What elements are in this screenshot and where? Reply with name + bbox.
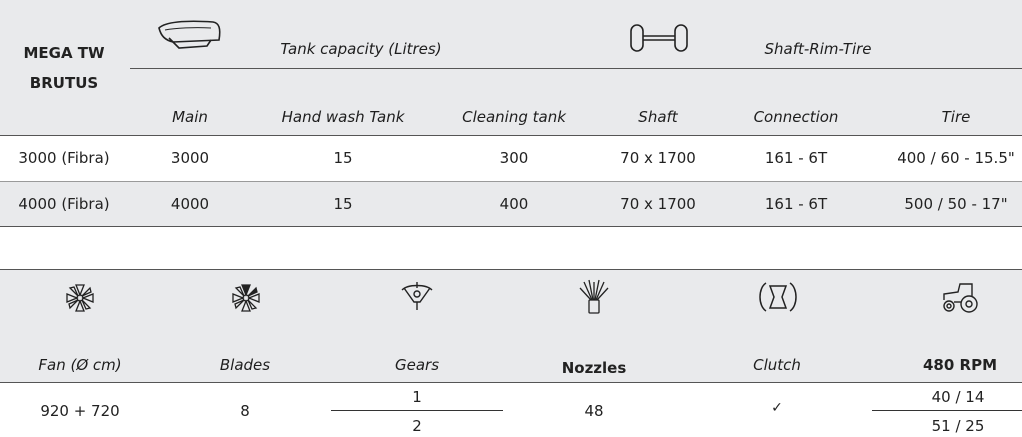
cell-main: 3000 [170, 149, 210, 167]
col-header-clutch: Clutch [753, 356, 801, 374]
cell-rpm-top: 40 / 14 [931, 388, 985, 406]
nozzles-icon [578, 278, 610, 316]
col-header-tire: Tire [941, 108, 971, 126]
tank-icon [155, 18, 225, 52]
cell-blades: 8 [240, 402, 250, 420]
rpm-fraction-line [872, 410, 1022, 411]
cell-gears-top: 1 [412, 388, 422, 406]
col-header-rpm: 480 RPM [922, 356, 998, 374]
cell-cleaning: 400 [499, 195, 529, 213]
cell-hand-wash: 15 [333, 149, 353, 167]
cell-fan: 920 + 720 [40, 402, 120, 420]
gears-fraction-line [331, 410, 503, 411]
clutch-icon [756, 280, 800, 314]
cell-rpm-bottom: 51 / 25 [931, 417, 985, 435]
table-title-line1: MEGA TW [23, 44, 105, 62]
col-header-hand-wash-tank: Hand wash Tank [281, 108, 405, 126]
col-header-cleaning-tank: Cleaning tank [462, 108, 566, 126]
cell-model: 4000 (Fibra) [18, 195, 110, 213]
cell-cleaning: 300 [499, 149, 529, 167]
cell-tire: 400 / 60 - 15.5" [897, 149, 1015, 167]
cell-model: 3000 (Fibra) [18, 149, 110, 167]
cell-shaft: 70 x 1700 [620, 149, 696, 167]
col-header-blades: Blades [219, 356, 271, 374]
col-header-nozzles: Nozzles [561, 359, 627, 377]
bottom-header-rule [0, 382, 1022, 383]
cell-shaft: 70 x 1700 [620, 195, 696, 213]
cell-nozzles: 48 [584, 402, 604, 420]
cell-gears-bottom: 2 [412, 417, 422, 435]
cell-connection: 161 - 6T [764, 149, 828, 167]
col-header-gears: Gears [394, 356, 440, 374]
group-divider [130, 68, 1022, 69]
header-bottom-rule [0, 135, 1022, 136]
cell-clutch-check: ✓ [771, 400, 783, 416]
fan-icon [64, 282, 96, 314]
tractor-icon [940, 280, 980, 314]
cell-connection: 161 - 6T [764, 195, 828, 213]
table-bottom-rule [0, 226, 1022, 227]
gears-icon [398, 280, 436, 314]
cell-hand-wash: 15 [333, 195, 353, 213]
shaft-rim-tire-group-label: Shaft-Rim-Tire [764, 40, 872, 58]
tank-capacity-group-label: Tank capacity (Litres) [280, 40, 442, 58]
axle-icon [628, 22, 690, 54]
bottom-header-band [0, 270, 1022, 382]
cell-tire: 500 / 50 - 17" [904, 195, 1008, 213]
col-header-connection: Connection [753, 108, 839, 126]
blades-icon [230, 282, 262, 314]
col-header-fan: Fan (Ø cm) [38, 356, 122, 374]
cell-main: 4000 [170, 195, 210, 213]
col-header-shaft: Shaft [638, 108, 678, 126]
col-header-main: Main [172, 108, 208, 126]
table-title-line2: BRUTUS [29, 74, 99, 92]
